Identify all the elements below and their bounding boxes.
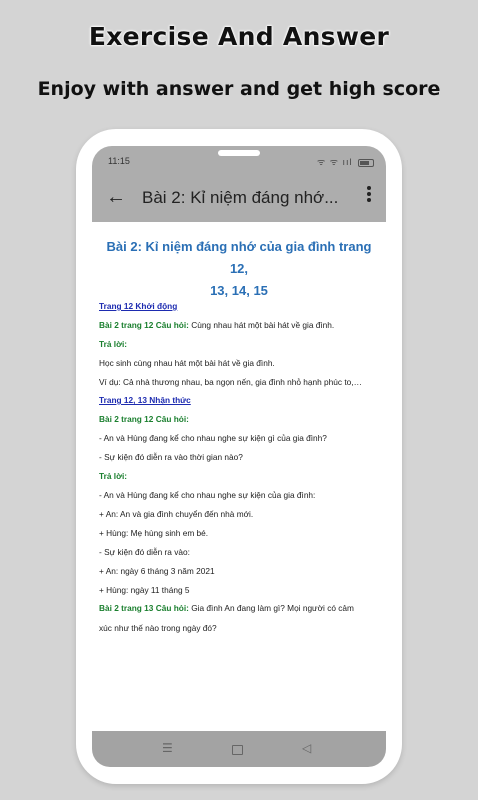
- question-line: [99, 320, 334, 330]
- nav-back-icon[interactable]: ◁: [302, 741, 312, 755]
- article-content: [92, 222, 386, 724]
- paragraph-line: xúc như thế nào trong ngày đó?: [99, 623, 217, 633]
- status-bar: [92, 146, 386, 174]
- paragraph-line: + An: An và gia đình chuyển đến nhà mới.: [99, 509, 254, 519]
- paragraph-line: + An: ngày 6 tháng 3 năm 2021: [99, 566, 215, 576]
- section-heading[interactable]: Trang 12 Khởi động: [99, 301, 178, 311]
- paragraph-line: - An và Hùng đang kể cho nhau nghe sự kiện của gia đình:: [99, 490, 316, 500]
- promo-subheadline: Enjoy with answer and get high score: [37, 78, 441, 100]
- question-line: [99, 414, 189, 424]
- question-label: Bài 2 trang 12 Câu hỏi:: [99, 414, 189, 424]
- status-time: 11:15: [108, 156, 130, 166]
- answer-label: Trả lời:: [99, 471, 128, 481]
- promo-headline: Exercise And Answer: [88, 22, 390, 51]
- paragraph-line: - An và Hùng đang kể cho nhau nghe sự kiện gì của gia đình?: [99, 433, 327, 443]
- paragraph-line: Học sinh cùng nhau hát một bài hát về gia đình.: [99, 358, 275, 368]
- status-icons: [317, 155, 374, 168]
- article-title: [102, 236, 376, 302]
- question-label: Bài 2 trang 13 Câu hỏi:: [99, 603, 189, 613]
- question-text: Cùng nhau hát một bài hát về gia đình.: [188, 320, 335, 330]
- recent-apps-icon[interactable]: ☰: [162, 741, 173, 755]
- camera-notch: [218, 150, 260, 156]
- home-icon[interactable]: [232, 745, 243, 755]
- battery-icon: [358, 159, 374, 167]
- paragraph-line: - Sự kiện đó diễn ra vào:: [99, 547, 190, 557]
- app-bar: [92, 174, 386, 222]
- question-text: Gia đình An đang làm gì? Mọi người có cảm: [188, 603, 354, 613]
- signal-icon: ᯤ ᯤ ııl: [317, 157, 353, 167]
- question-line: [99, 603, 354, 613]
- app-bar-title: Bài 2: Kỉ niệm đáng nhớ...: [142, 188, 339, 207]
- phone-screen: [92, 146, 386, 767]
- paragraph-line: + Hùng: Mẹ hùng sinh em bé.: [99, 528, 209, 538]
- paragraph-line: + Hùng: ngày 11 tháng 5: [99, 585, 190, 595]
- system-nav-bar: [92, 731, 386, 767]
- article-title-line2: 13, 14, 15: [210, 283, 268, 298]
- answer-label: Trả lời:: [99, 339, 128, 349]
- back-arrow-icon[interactable]: ←: [106, 186, 126, 208]
- paragraph-line: Ví dụ: Cả nhà thương nhau, ba ngọn nến, gia đình nhỏ hạnh phúc to,…: [99, 377, 362, 387]
- paragraph-line: - Sự kiện đó diễn ra vào thời gian nào?: [99, 452, 243, 462]
- question-label: Bài 2 trang 12 Câu hỏi:: [99, 320, 189, 330]
- section-heading[interactable]: Trang 12, 13 Nhận thức: [99, 395, 191, 405]
- article-title-line1: Bài 2: Kỉ niệm đáng nhớ của gia đình trang 12,: [106, 239, 372, 276]
- more-vert-icon[interactable]: [366, 186, 372, 206]
